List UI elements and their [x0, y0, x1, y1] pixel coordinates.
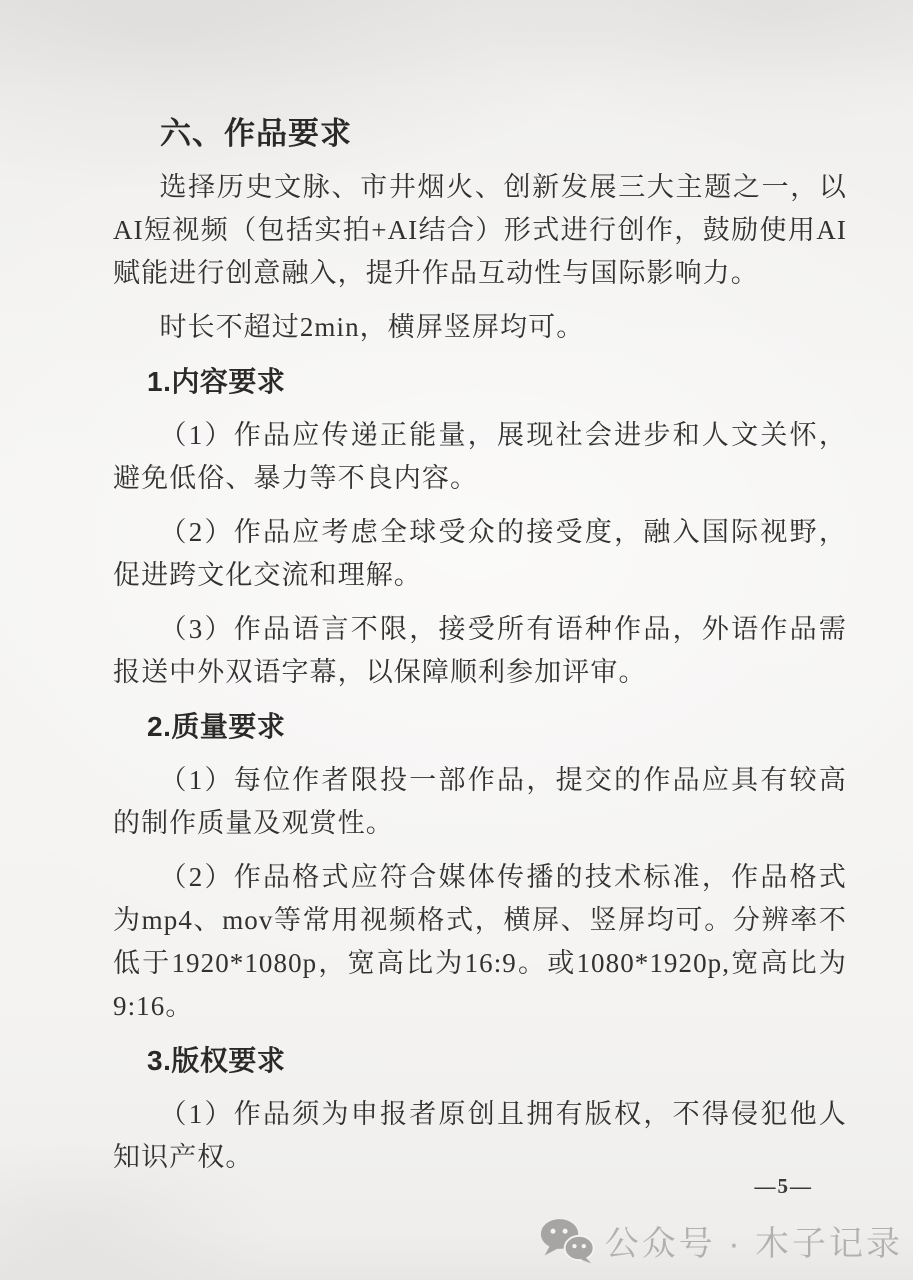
section-title-quality: 2.质量要求: [147, 711, 286, 742]
copyright-item-1: （1）作品须为申报者原创且拥有版权，不得侵犯他人知识产权。: [113, 1099, 847, 1172]
section-title-content: 1.内容要求: [147, 366, 286, 397]
quality-item-2: （2）作品格式应符合媒体传播的技术标准，作品格式为mp4、mov等常用视频格式，横屏、竖屏均可。分辨率不低于1920*1080p，宽高比为16:9。或1080*1920p,宽高比为9:16。: [113, 862, 847, 1021]
watermark: [539, 1216, 903, 1265]
page-number: —5—: [754, 1174, 813, 1198]
content-item-1: （1）作品应传递正能量，展现社会进步和人文关怀，避免低俗、暴力等不良内容。: [113, 420, 847, 493]
content-item-2: （2）作品应考虑全球受众的接受度，融入国际视野，促进跨文化交流和理解。: [113, 517, 847, 590]
page-title: 六、作品要求: [160, 116, 352, 151]
intro-paragraph-2: 时长不超过2min，横屏竖屏均可。: [159, 312, 585, 342]
watermark-text: 公众号 · 木子记录: [604, 1225, 903, 1263]
section-title-copyright: 3.版权要求: [147, 1045, 286, 1076]
intro-paragraph-1: 选择历史文脉、市井烟火、创新发展三大主题之一，以AI短视频（包括实拍+AI结合）形式进行创作，鼓励使用AI赋能进行创意融入，提升作品互动性与国际影响力。: [113, 172, 847, 288]
content-item-3: （3）作品语言不限，接受所有语种作品，外语作品需报送中外双语字幕，以保障顺利参加评审。: [113, 614, 847, 687]
wechat-icon: [539, 1218, 595, 1264]
quality-item-1: （1）每位作者限投一部作品，提交的作品应具有较高的制作质量及观赏性。: [113, 765, 847, 838]
